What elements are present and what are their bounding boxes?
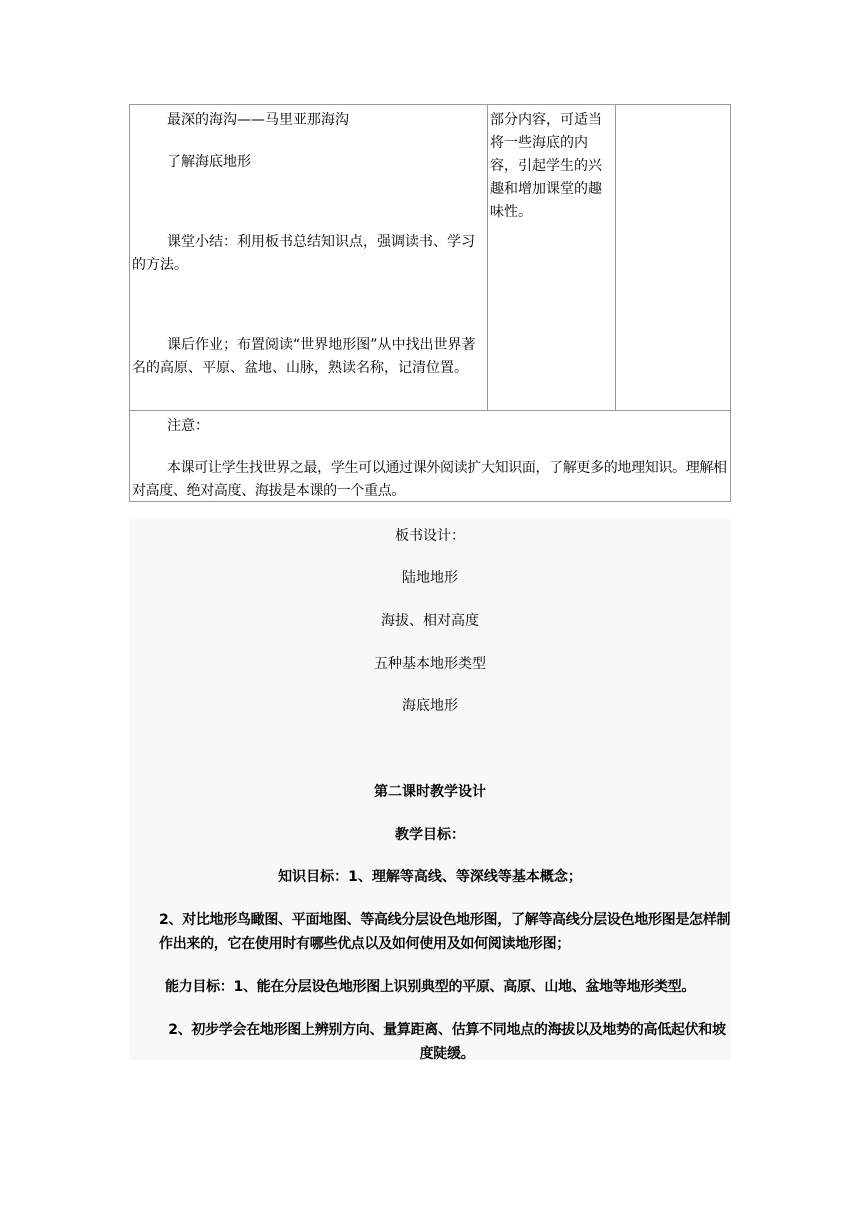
board-item-altitude: 海拔、相对高度 <box>381 613 479 629</box>
lesson2-title: 第二课时教学设计 <box>374 784 486 800</box>
ability-goal-1: 能力目标：1、能在分层设色地形图上识别典型的平原、高原、山地、盆地等地形类型。 <box>165 979 696 995</box>
content-line-seafloor: 了解海底地形 <box>167 154 251 170</box>
board-item-landforms: 五种基本地形类型 <box>374 656 486 672</box>
goals-title: 教学目标： <box>395 827 465 843</box>
board-item-seafloor: 海底地形 <box>402 698 458 714</box>
content-line-trench: 最深的海沟——马里亚那海沟 <box>167 112 349 128</box>
attention-cell <box>132 415 728 503</box>
row-divider <box>130 410 730 411</box>
board-heading: 板书设计： <box>395 528 465 544</box>
ability-goal-2: 2、初步学会在地形图上辨别方向、量算距离、估算不同地点的海拔以及地势的高低起伏和坡度陡缓。 <box>168 1022 726 1062</box>
knowledge-goal-2: 2、对比地形鸟瞰图、平面地图、等高线分层设色地形图，了解等高线分层设色地形图是怎样制作出来的，它在使用时有哪些优点以及如何使用及如何阅读地形图； <box>159 912 731 952</box>
content-line-summary: 课堂小结：利用板书总结知识点，强调读书、学习的方法。 <box>132 234 475 273</box>
board-design-section <box>129 519 731 1060</box>
note-cell: 部分内容，可适当将一些海底的内容，引起学生的兴趣和增加课堂的趣味性。 <box>490 112 602 220</box>
lesson-table <box>129 104 731 502</box>
main-content-cell <box>132 109 484 380</box>
column-divider-2 <box>615 105 616 410</box>
attention-title: 注意： <box>167 418 209 434</box>
column-divider-1 <box>487 105 488 410</box>
content-line-homework: 课后作业；布置阅读“世界地形图”从中找出世界著名的高原、平原、盆地、山脉，熟读名称，记清位置。 <box>132 337 476 376</box>
knowledge-goal-1: 知识目标：1、理解等高线、等深线等基本概念； <box>278 869 582 885</box>
attention-body: 本课可让学生找世界之最，学生可以通过课外阅读扩大知识面，了解更多的地理知识。理解相对高度、绝对高度、海拔是本课的一个重点。 <box>132 460 727 499</box>
board-item-land: 陆地地形 <box>402 570 458 586</box>
